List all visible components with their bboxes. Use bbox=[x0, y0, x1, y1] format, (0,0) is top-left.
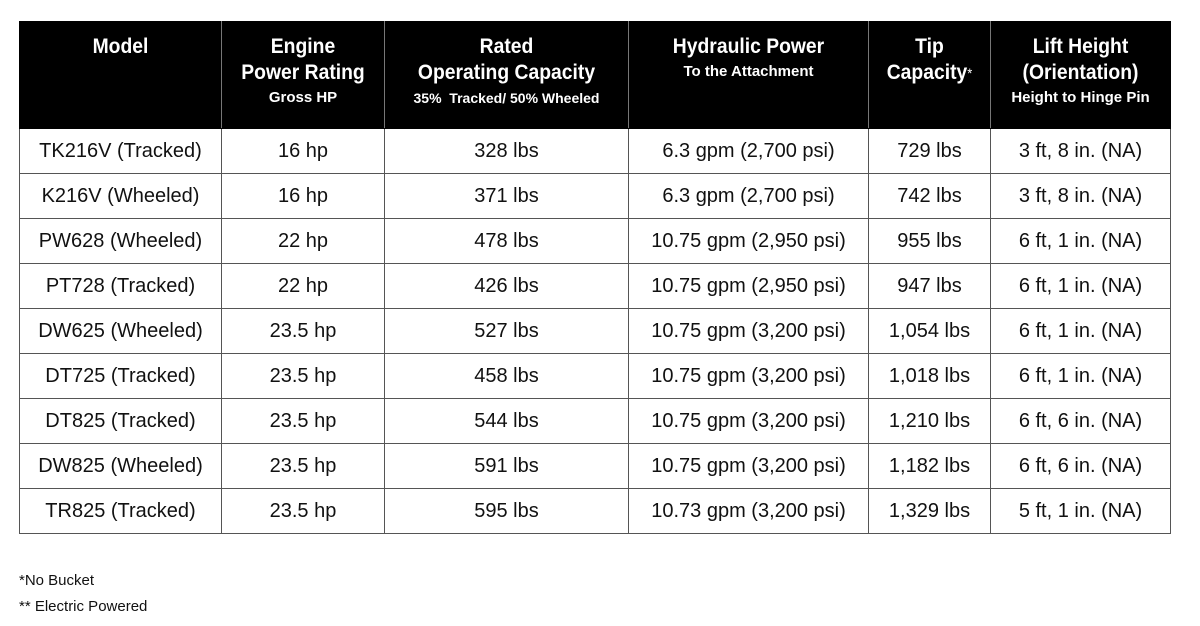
cell-roc: 595 lbs bbox=[385, 489, 629, 534]
cell-tip: 729 lbs bbox=[869, 129, 991, 174]
table-row bbox=[20, 399, 1171, 444]
cell-engine: 23.5 hp bbox=[222, 399, 385, 444]
header-lift-line1: Lift Height bbox=[1032, 35, 1129, 58]
cell-hydraulic: 6.3 gpm (2,700 psi) bbox=[629, 129, 869, 174]
table-row bbox=[20, 444, 1171, 489]
cell-model: DT825 (Tracked) bbox=[20, 399, 222, 444]
cell-lift: 6 ft, 1 in. (NA) bbox=[991, 354, 1171, 399]
cell-roc: 371 lbs bbox=[385, 174, 629, 219]
cell-tip: 1,329 lbs bbox=[869, 489, 991, 534]
cell-engine: 23.5 hp bbox=[222, 309, 385, 354]
cell-hydraulic: 10.75 gpm (3,200 psi) bbox=[629, 399, 869, 444]
table-row bbox=[20, 129, 1171, 174]
cell-engine: 16 hp bbox=[222, 129, 385, 174]
cell-model: TR825 (Tracked) bbox=[20, 489, 222, 534]
cell-roc: 426 lbs bbox=[385, 264, 629, 309]
footnote-electric: ** Electric Powered bbox=[19, 598, 148, 615]
cell-roc: 458 lbs bbox=[385, 354, 629, 399]
header-row bbox=[20, 22, 1171, 129]
header-roc-line1: Rated bbox=[479, 35, 534, 58]
cell-hydraulic: 10.75 gpm (3,200 psi) bbox=[629, 354, 869, 399]
header-hydraulic-line1: Hydraulic Power bbox=[672, 35, 825, 58]
cell-hydraulic: 6.3 gpm (2,700 psi) bbox=[629, 174, 869, 219]
header-lift-line2: (Orientation) bbox=[1022, 61, 1139, 84]
cell-hydraulic: 10.75 gpm (2,950 psi) bbox=[629, 264, 869, 309]
cell-model: PW628 (Wheeled) bbox=[20, 219, 222, 264]
cell-model: DW825 (Wheeled) bbox=[20, 444, 222, 489]
cell-lift: 3 ft, 8 in. (NA) bbox=[991, 129, 1171, 174]
cell-lift: 3 ft, 8 in. (NA) bbox=[991, 174, 1171, 219]
cell-hydraulic: 10.75 gpm (3,200 psi) bbox=[629, 309, 869, 354]
header-tip-line2-wrap bbox=[878, 60, 982, 86]
cell-roc: 328 lbs bbox=[385, 129, 629, 174]
cell-roc: 478 lbs bbox=[385, 219, 629, 264]
cell-lift: 6 ft, 6 in. (NA) bbox=[991, 399, 1171, 444]
cell-hydraulic: 10.73 gpm (3,200 psi) bbox=[629, 489, 869, 534]
table-row bbox=[20, 174, 1171, 219]
header-tip-line2: Capacity bbox=[886, 61, 968, 84]
header-engine-sub: Gross HP bbox=[268, 89, 338, 106]
cell-model: DW625 (Wheeled) bbox=[20, 309, 222, 354]
cell-model: TK216V (Tracked) bbox=[20, 129, 222, 174]
header-lift-sub: Height to Hinge Pin bbox=[1011, 89, 1150, 106]
header-roc-sub: 35% Tracked/ 50% Wheeled bbox=[413, 90, 600, 106]
header-model bbox=[20, 22, 222, 129]
footnote-no-bucket: *No Bucket bbox=[19, 572, 95, 589]
cell-hydraulic: 10.75 gpm (3,200 psi) bbox=[629, 444, 869, 489]
cell-roc: 527 lbs bbox=[385, 309, 629, 354]
table-row bbox=[20, 489, 1171, 534]
footnotes bbox=[19, 568, 147, 620]
spec-table bbox=[19, 21, 1171, 534]
cell-tip: 1,182 lbs bbox=[869, 444, 991, 489]
cell-tip: 955 lbs bbox=[869, 219, 991, 264]
cell-lift: 6 ft, 1 in. (NA) bbox=[991, 264, 1171, 309]
cell-engine: 23.5 hp bbox=[222, 444, 385, 489]
header-tip bbox=[869, 22, 991, 129]
table-body bbox=[20, 129, 1171, 534]
header-engine-line1: Engine bbox=[270, 35, 336, 58]
header-engine-line2: Power Rating bbox=[241, 61, 365, 84]
cell-model: K216V (Wheeled) bbox=[20, 174, 222, 219]
cell-tip: 742 lbs bbox=[869, 174, 991, 219]
cell-tip: 1,054 lbs bbox=[869, 309, 991, 354]
header-model-title: Model bbox=[92, 35, 149, 58]
cell-engine: 22 hp bbox=[222, 264, 385, 309]
cell-tip: 1,018 lbs bbox=[869, 354, 991, 399]
cell-engine: 23.5 hp bbox=[222, 489, 385, 534]
header-tip-asterisk: * bbox=[967, 65, 973, 81]
table-header bbox=[20, 22, 1171, 129]
table-row bbox=[20, 354, 1171, 399]
cell-roc: 591 lbs bbox=[385, 444, 629, 489]
table-row bbox=[20, 264, 1171, 309]
cell-engine: 22 hp bbox=[222, 219, 385, 264]
header-hydraulic bbox=[629, 22, 869, 129]
cell-lift: 6 ft, 6 in. (NA) bbox=[991, 444, 1171, 489]
cell-lift: 6 ft, 1 in. (NA) bbox=[991, 309, 1171, 354]
cell-engine: 23.5 hp bbox=[222, 354, 385, 399]
cell-model: DT725 (Tracked) bbox=[20, 354, 222, 399]
cell-tip: 1,210 lbs bbox=[869, 399, 991, 444]
table-row bbox=[20, 309, 1171, 354]
header-tip-line1: Tip bbox=[915, 35, 944, 58]
header-hydraulic-sub: To the Attachment bbox=[683, 63, 814, 80]
cell-lift: 6 ft, 1 in. (NA) bbox=[991, 219, 1171, 264]
header-lift bbox=[991, 22, 1171, 129]
table-row bbox=[20, 219, 1171, 264]
cell-lift: 5 ft, 1 in. (NA) bbox=[991, 489, 1171, 534]
cell-hydraulic: 10.75 gpm (2,950 psi) bbox=[629, 219, 869, 264]
cell-model: PT728 (Tracked) bbox=[20, 264, 222, 309]
header-roc bbox=[385, 22, 629, 129]
header-roc-line2: Operating Capacity bbox=[417, 61, 596, 84]
cell-roc: 544 lbs bbox=[385, 399, 629, 444]
cell-tip: 947 lbs bbox=[869, 264, 991, 309]
header-engine bbox=[222, 22, 385, 129]
cell-engine: 16 hp bbox=[222, 174, 385, 219]
